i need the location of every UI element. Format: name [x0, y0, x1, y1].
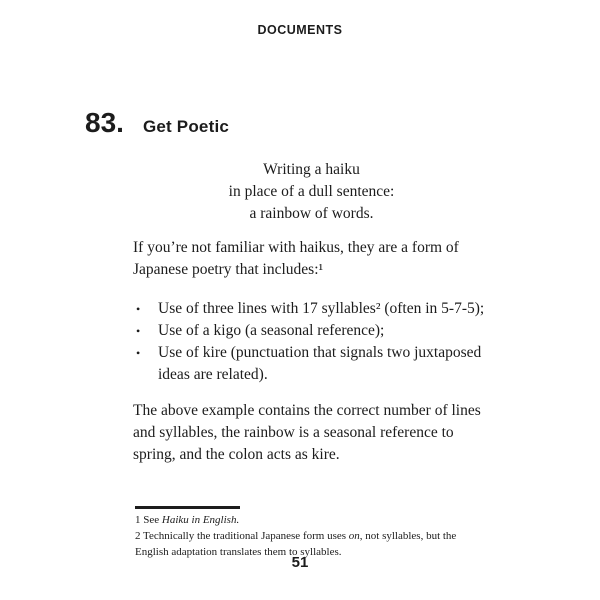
bullet-list	[133, 298, 490, 386]
list-item-text	[158, 320, 384, 342]
paragraph-line: spring, and the colon acts as kire.	[133, 446, 340, 463]
footnote-2	[135, 528, 535, 544]
list-item-text	[158, 298, 484, 320]
bullet-icon: •	[136, 324, 141, 338]
footnote-2-continued: English adaptation translates them to syllables.	[135, 546, 342, 558]
footnotes-block	[135, 512, 535, 560]
footnote-1-text: 1 See	[135, 514, 162, 526]
footnote-rule	[135, 506, 240, 509]
running-header: DOCUMENTS	[257, 23, 343, 37]
footnote-2-text-end: , not syllables, but the	[359, 530, 457, 542]
bullet-icon: •	[136, 302, 141, 316]
haiku-block	[133, 159, 490, 225]
footnote-1-italic-title: Haiku in English.	[161, 514, 240, 526]
paragraph-line: Use of three lines with 17 syllables² (often in 5-7-5);	[158, 300, 485, 317]
list-item	[133, 320, 490, 342]
intro-paragraph	[133, 237, 490, 281]
paragraph-line: Use of a kigo (a seasonal reference);	[158, 322, 385, 339]
paragraph-line: The above example contains the correct number of lines	[133, 402, 481, 419]
text-column	[133, 159, 490, 466]
body-paragraph	[133, 400, 490, 466]
list-item	[133, 298, 490, 320]
paragraph-line: Japanese poetry that includes:¹	[133, 261, 324, 278]
footnote-1	[135, 512, 535, 528]
section-title: Get Poetic	[142, 117, 230, 136]
section-number: 83.	[85, 107, 124, 138]
paragraph-line: Use of kire (punctuation that signals two juxtaposed	[158, 344, 482, 361]
paragraph-line: If you’re not familiar with haikus, they are a form of	[133, 239, 459, 256]
haiku-line: in place of a dull sentence:	[228, 183, 395, 200]
footnote-2-text: 2 Technically the traditional Japanese form uses	[135, 530, 349, 542]
paragraph-line: ideas are related).	[158, 366, 268, 383]
bullet-icon: •	[136, 346, 141, 360]
list-item	[133, 342, 490, 386]
section-heading	[85, 108, 229, 138]
page-number: 51	[291, 554, 309, 571]
haiku-line: a rainbow of words.	[249, 205, 374, 222]
list-item-text	[158, 342, 481, 386]
footnote-2-italic-term: on	[348, 530, 360, 542]
paragraph-line: and syllables, the rainbow is a seasonal reference to	[133, 424, 454, 441]
haiku-line: Writing a haiku	[263, 161, 360, 178]
